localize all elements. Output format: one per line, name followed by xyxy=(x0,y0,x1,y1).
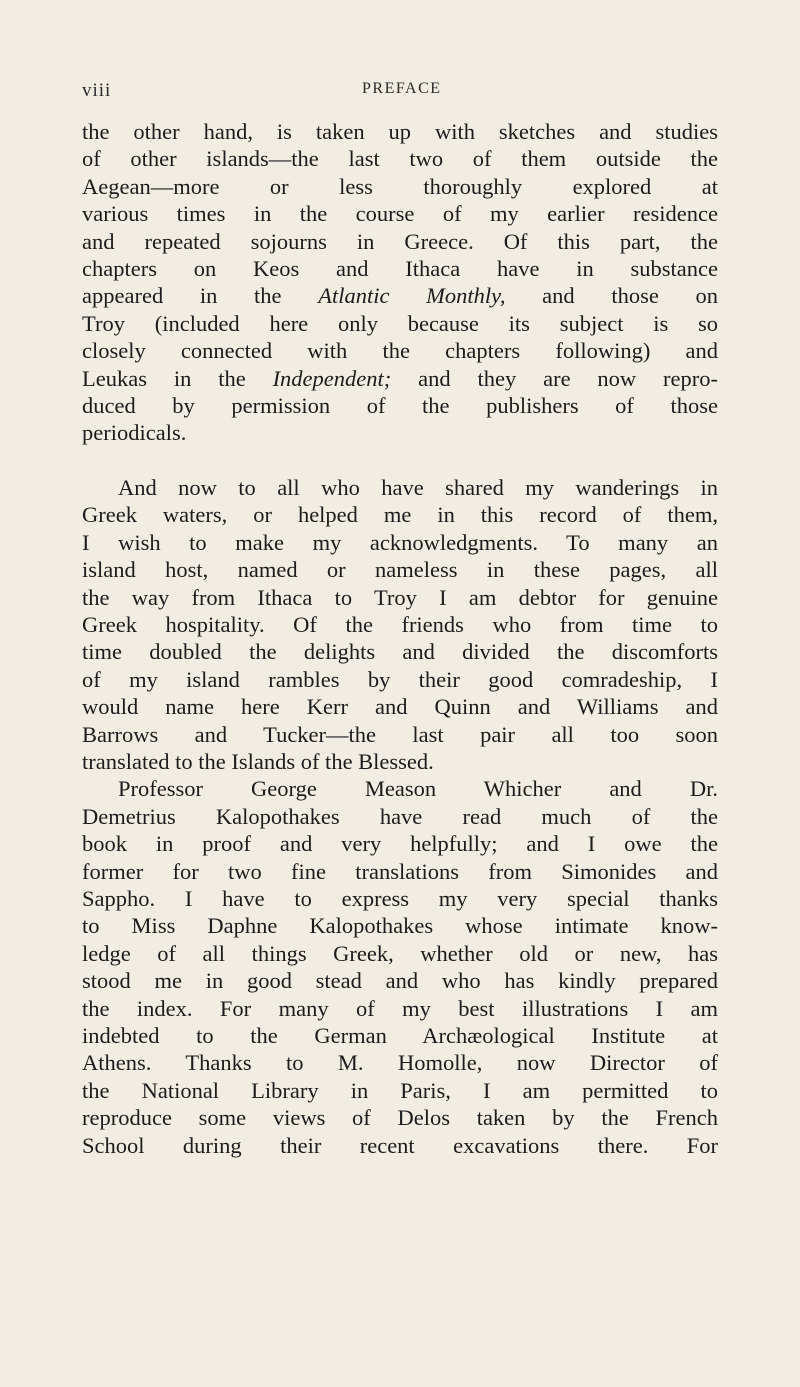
text-line: of other islands—the last two of them outside the xyxy=(82,146,718,172)
text-line: And now to all who have shared my wanderings in xyxy=(118,474,718,500)
page-header xyxy=(82,80,718,102)
text-line: duced by permission of the publishers of those xyxy=(82,393,718,419)
paragraph-3 xyxy=(82,775,718,1159)
text-line: Greek waters, or helped me in this record of them, xyxy=(82,502,718,528)
text-line: and repeated sojourns in Greece. Of this part, the xyxy=(82,228,718,254)
text-segment: and they are now repro- xyxy=(391,365,718,391)
text-line: stood me in good stead and who has kindly prepared xyxy=(82,968,718,994)
text-line: of my island rambles by their good comradeship, I xyxy=(82,666,718,692)
text-line: ledge of all things Greek, whether old or new, has xyxy=(82,940,718,966)
text-line: chapters on Keos and Ithaca have in substance xyxy=(82,256,718,282)
text-line: I wish to make my acknowledgments. To many an xyxy=(82,529,718,555)
text-line: island host, named or nameless in these pages, all xyxy=(82,557,718,583)
paragraph-1 xyxy=(82,118,718,447)
text-segment: Leukas in the xyxy=(82,365,273,391)
text-line: Athens. Thanks to M. Homolle, now Director of xyxy=(82,1050,718,1076)
text-line: Demetrius Kalopothakes have read much of the xyxy=(82,803,718,829)
text-line: the other hand, is taken up with sketches and studies xyxy=(82,119,718,144)
italic-title-independent: Independent; xyxy=(272,365,392,391)
text-line: Sappho. I have to express my very special thanks xyxy=(82,885,718,911)
text-line: book in proof and very helpfully; and I owe the xyxy=(82,831,718,857)
text-line: former for two fine translations from Simonides and xyxy=(82,858,718,884)
text-line: translated to the Islands of the Blessed. xyxy=(82,748,434,774)
text-line: the way from Ithaca to Troy I am debtor for genuine xyxy=(82,584,718,610)
text-segment: appeared in the xyxy=(82,283,319,309)
text-line: would name here Kerr and Quinn and Williams and xyxy=(82,694,718,720)
body-text xyxy=(82,118,718,1159)
text-line xyxy=(82,365,718,392)
italic-title-atlantic: Atlantic Monthly, xyxy=(318,283,506,309)
text-line: indebted to the German Archæological Institute at xyxy=(82,1023,718,1048)
paragraph-2 xyxy=(82,474,718,775)
text-line: School during their recent excavations there. For xyxy=(82,1132,718,1158)
page-number: viii xyxy=(82,80,112,101)
text-line: various times in the course of my earlier residence xyxy=(82,201,718,227)
text-line: periodicals. xyxy=(82,420,187,446)
text-line: the National Library in Paris, I am permitted to xyxy=(82,1077,718,1103)
text-line: Greek hospitality. Of the friends who from time to xyxy=(82,611,718,637)
text-line: reproduce some views of Delos taken by the French xyxy=(82,1105,718,1131)
text-line: the index. For many of my best illustrations I am xyxy=(82,995,718,1021)
text-line: Professor George Meason Whicher and Dr. xyxy=(118,776,718,802)
text-line: Barrows and Tucker—the last pair all too soon xyxy=(82,721,718,747)
text-line xyxy=(82,282,718,309)
running-head: PREFACE xyxy=(362,80,442,97)
text-line: Aegean—more or less thoroughly explored at xyxy=(82,173,718,199)
text-line: closely connected with the chapters following) and xyxy=(82,338,718,364)
text-segment: and those on xyxy=(505,283,718,309)
text-line: time doubled the delights and divided the discomforts xyxy=(82,639,718,665)
text-line: Troy (included here only because its subject is so xyxy=(82,310,718,336)
text-line: to Miss Daphne Kalopothakes whose intimate know- xyxy=(82,913,718,939)
paragraph-gap xyxy=(82,447,718,474)
